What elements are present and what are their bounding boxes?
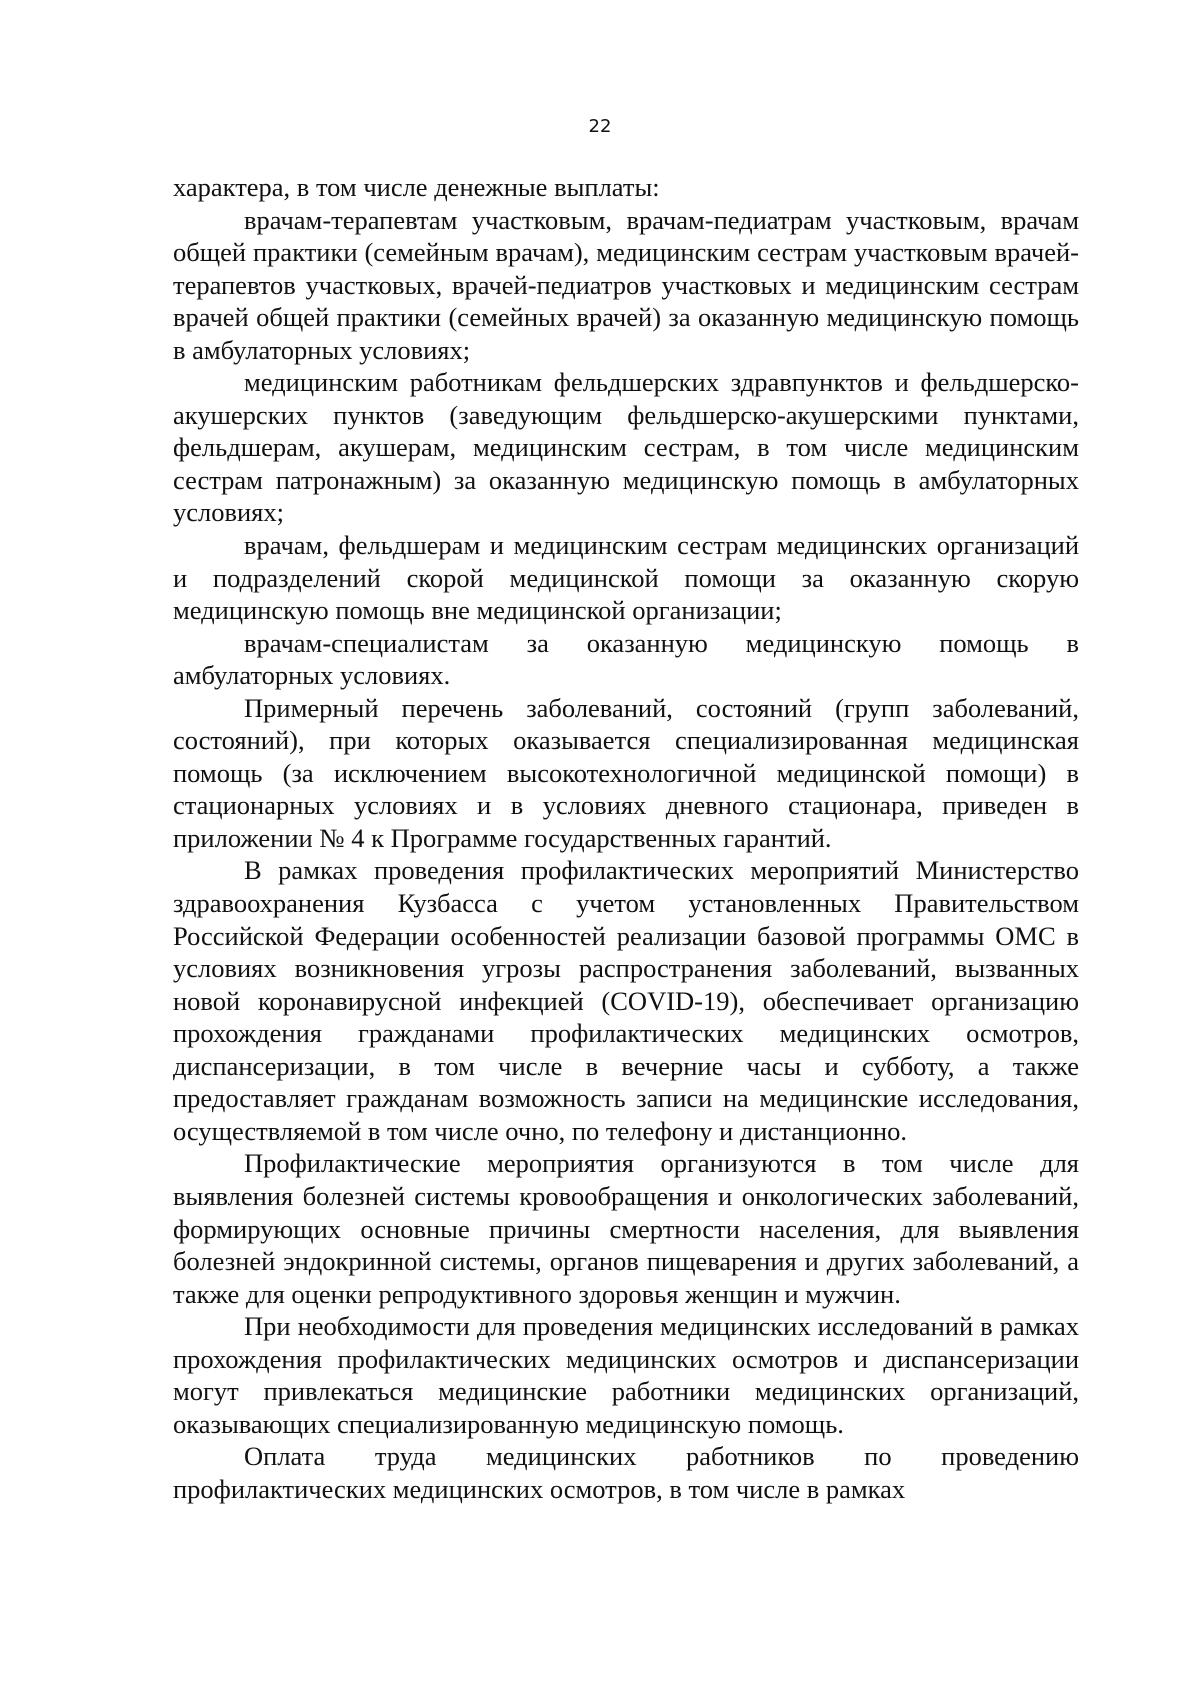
- paragraph-preventive-goals: Профилактические мероприятия организуются в том числе для выявления болезней системы кровообращения и онкологических заболеваний, формирующих основные причины смертности населения, для выявления болезней эндокринной системы, органов пищеварения и других заболеваний, а также для оценки репродуктивного здоровья женщин и мужчин.: [173, 1148, 1079, 1309]
- paragraph-specialized-staff: При необходимости для проведения медицинских исследований в рамках прохождения профилактических медицинских осмотров и диспансеризации могут привлекаться медицинские работники медицинских организаций, оказывающих специализированную медицинскую помощь.: [173, 1311, 1079, 1439]
- paragraph-specialists: врачам-специалистам за оказанную медицинскую помощь в амбулаторных условиях.: [173, 627, 1079, 691]
- page-number: 22: [588, 116, 612, 137]
- document-body: [173, 171, 1079, 1505]
- paragraph-district-doctors: врачам-терапевтам участковым, врачам-педиатрам участковым, врачам общей практики (семейным врачам), медицинским сестрам участковым врачей-терапевтов участковых, врачей-педиатров участковых и медицинским сестрам врачей общей практики (семейных врачей) за оказанную медицинскую помощь в амбулаторных условиях;: [173, 204, 1079, 365]
- paragraph-payment: Оплата труда медицинских работников по проведению профилактических медицинских осмотров, в том числе в рамках: [173, 1441, 1079, 1504]
- paragraph-disease-list: Примерный перечень заболеваний, состояний (групп заболеваний, состояний), при которых оказывается специализированная медицинская помощь (за исключением высокотехнологичной медицинской помощи) в стационарных условиях и в условиях дневного стационара, приведен в приложении № 4 к Программе государственных гарантий.: [173, 692, 1079, 853]
- paragraph-preventive-measures: В рамках проведения профилактических мероприятий Министерство здравоохранения Кузбасса с учетом установленных Правительством Российской Федерации особенностей реализации базовой программы ОМС в условиях возникновения угрозы распространения заболеваний, вызванных новой коронавирусной инфекцией (COVID-19), обеспечивает организацию прохождения гражданами профилактических медицинских осмотров, диспансеризации, в том числе в вечерние часы и субботу, а также предоставляет гражданам возможность записи на медицинские исследования, осуществляемой в том числе очно, по телефону и дистанционно.: [173, 855, 1079, 1146]
- paragraph-continuation: характера, в том числе денежные выплаты:: [173, 172, 660, 202]
- paragraph-emergency-care: врачам, фельдшерам и медицинским сестрам медицинских организаций и подразделений скорой медицинской помощи за оказанную скорую медицинскую помощь вне медицинской организации;: [173, 530, 1079, 626]
- paragraph-feldsher-points: медицинским работникам фельдшерских здравпунктов и фельдшерско-акушерских пунктов (заведующим фельдшерско-акушерскими пунктами, фельдшерам, акушерам, медицинским сестрам, в том числе медицинским сестрам патронажным) за оказанную медицинскую помощь в амбулаторных условиях;: [173, 367, 1079, 528]
